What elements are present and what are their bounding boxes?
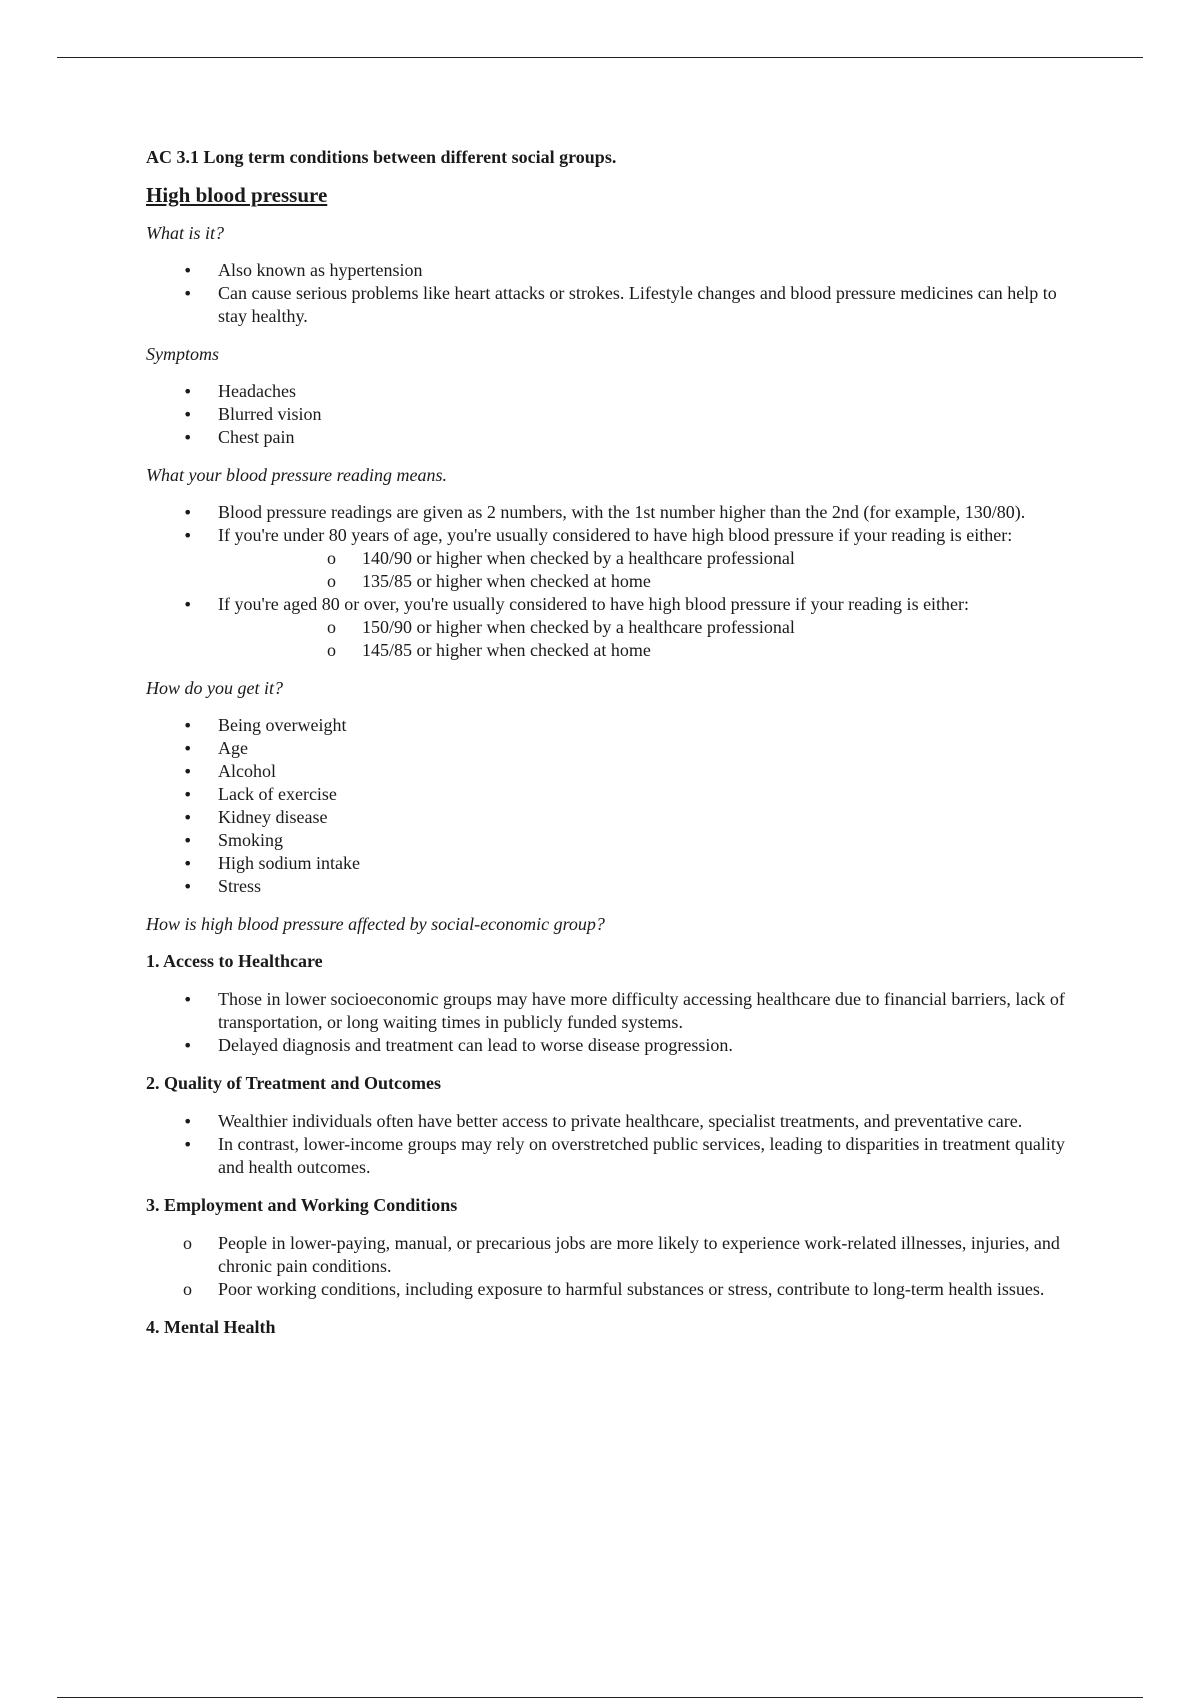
- list-item-text: If you're under 80 years of age, you're usually considered to have high blood pressure if your reading is either:: [218, 525, 1013, 545]
- list-item: • Alcohol: [146, 760, 1066, 783]
- list-item: • Blurred vision: [146, 403, 1066, 426]
- sub-list-item: o 150/90 or higher when checked by a healthcare professional: [218, 616, 1066, 639]
- access-list: [146, 988, 1066, 1057]
- list-item: • High sodium intake: [146, 852, 1066, 875]
- sub-list-item: o 140/90 or higher when checked by a healthcare professional: [218, 547, 1066, 570]
- list-item-text: If you're aged 80 or over, you're usually considered to have high blood pressure if your reading is either:: [218, 594, 970, 614]
- list-item: [146, 524, 1066, 593]
- sub-list-item: o 135/85 or higher when checked at home: [218, 570, 1066, 593]
- list-item: o Poor working conditions, including exposure to harmful substances or stress, contribute to long-term health issues.: [146, 1278, 1066, 1301]
- list-item: • Wealthier individuals often have better access to private healthcare, specialist treatments, and preventative care.: [146, 1110, 1066, 1133]
- readings-list: [146, 501, 1066, 662]
- list-item: • Lack of exercise: [146, 783, 1066, 806]
- list-item: o People in lower-paying, manual, or precarious jobs are more likely to experience work-related illnesses, injuries, and chronic pain conditions.: [146, 1232, 1066, 1278]
- sub-list-item: o 145/85 or higher when checked at home: [218, 639, 1066, 662]
- quality-list: [146, 1110, 1066, 1179]
- causes-list: [146, 714, 1066, 898]
- subheading-socioeconomic: How is high blood pressure affected by social-economic group?: [146, 914, 605, 934]
- list-item: • Age: [146, 737, 1066, 760]
- list-item: • Can cause serious problems like heart attacks or strokes. Lifestyle changes and blood pressure medicines can help to stay healthy.: [146, 282, 1066, 328]
- list-item: • Chest pain: [146, 426, 1066, 449]
- list-item: • In contrast, lower-income groups may rely on overstretched public services, leading to disparities in treatment quality and health outcomes.: [146, 1133, 1066, 1179]
- document-body: [146, 146, 1066, 1354]
- list-item: • Kidney disease: [146, 806, 1066, 829]
- section-heading: High blood pressure: [146, 183, 328, 207]
- list-item: • Stress: [146, 875, 1066, 898]
- employment-list: [146, 1232, 1066, 1301]
- heading-quality: 2. Quality of Treatment and Outcomes: [146, 1073, 441, 1093]
- list-item: • Also known as hypertension: [146, 259, 1066, 282]
- subheading-what-is-it: What is it?: [146, 223, 225, 243]
- symptoms-list: [146, 380, 1066, 449]
- subheading-causes: How do you get it?: [146, 678, 283, 698]
- footer-rule: [57, 1697, 1143, 1698]
- heading-mental-health: 4. Mental Health: [146, 1317, 276, 1337]
- sub-list: [218, 616, 1066, 662]
- list-item: [146, 593, 1066, 662]
- subheading-symptoms: Symptoms: [146, 344, 219, 364]
- header-rule: [57, 57, 1143, 58]
- heading-access: 1. Access to Healthcare: [146, 951, 323, 971]
- document-title: AC 3.1 Long term conditions between different social groups.: [146, 147, 617, 167]
- list-item: • Being overweight: [146, 714, 1066, 737]
- what-is-it-list: [146, 259, 1066, 328]
- heading-employment: 3. Employment and Working Conditions: [146, 1195, 458, 1215]
- list-item: • Those in lower socioeconomic groups may have more difficulty accessing healthcare due to financial barriers, lack of transportation, or long waiting times in publicly funded systems.: [146, 988, 1066, 1034]
- sub-list: [218, 547, 1066, 593]
- list-item: • Smoking: [146, 829, 1066, 852]
- list-item: • Delayed diagnosis and treatment can lead to worse disease progression.: [146, 1034, 1066, 1057]
- list-item: • Blood pressure readings are given as 2 numbers, with the 1st number higher than the 2nd (for example, 130/80).: [146, 501, 1066, 524]
- subheading-readings: What your blood pressure reading means.: [146, 465, 447, 485]
- list-item: • Headaches: [146, 380, 1066, 403]
